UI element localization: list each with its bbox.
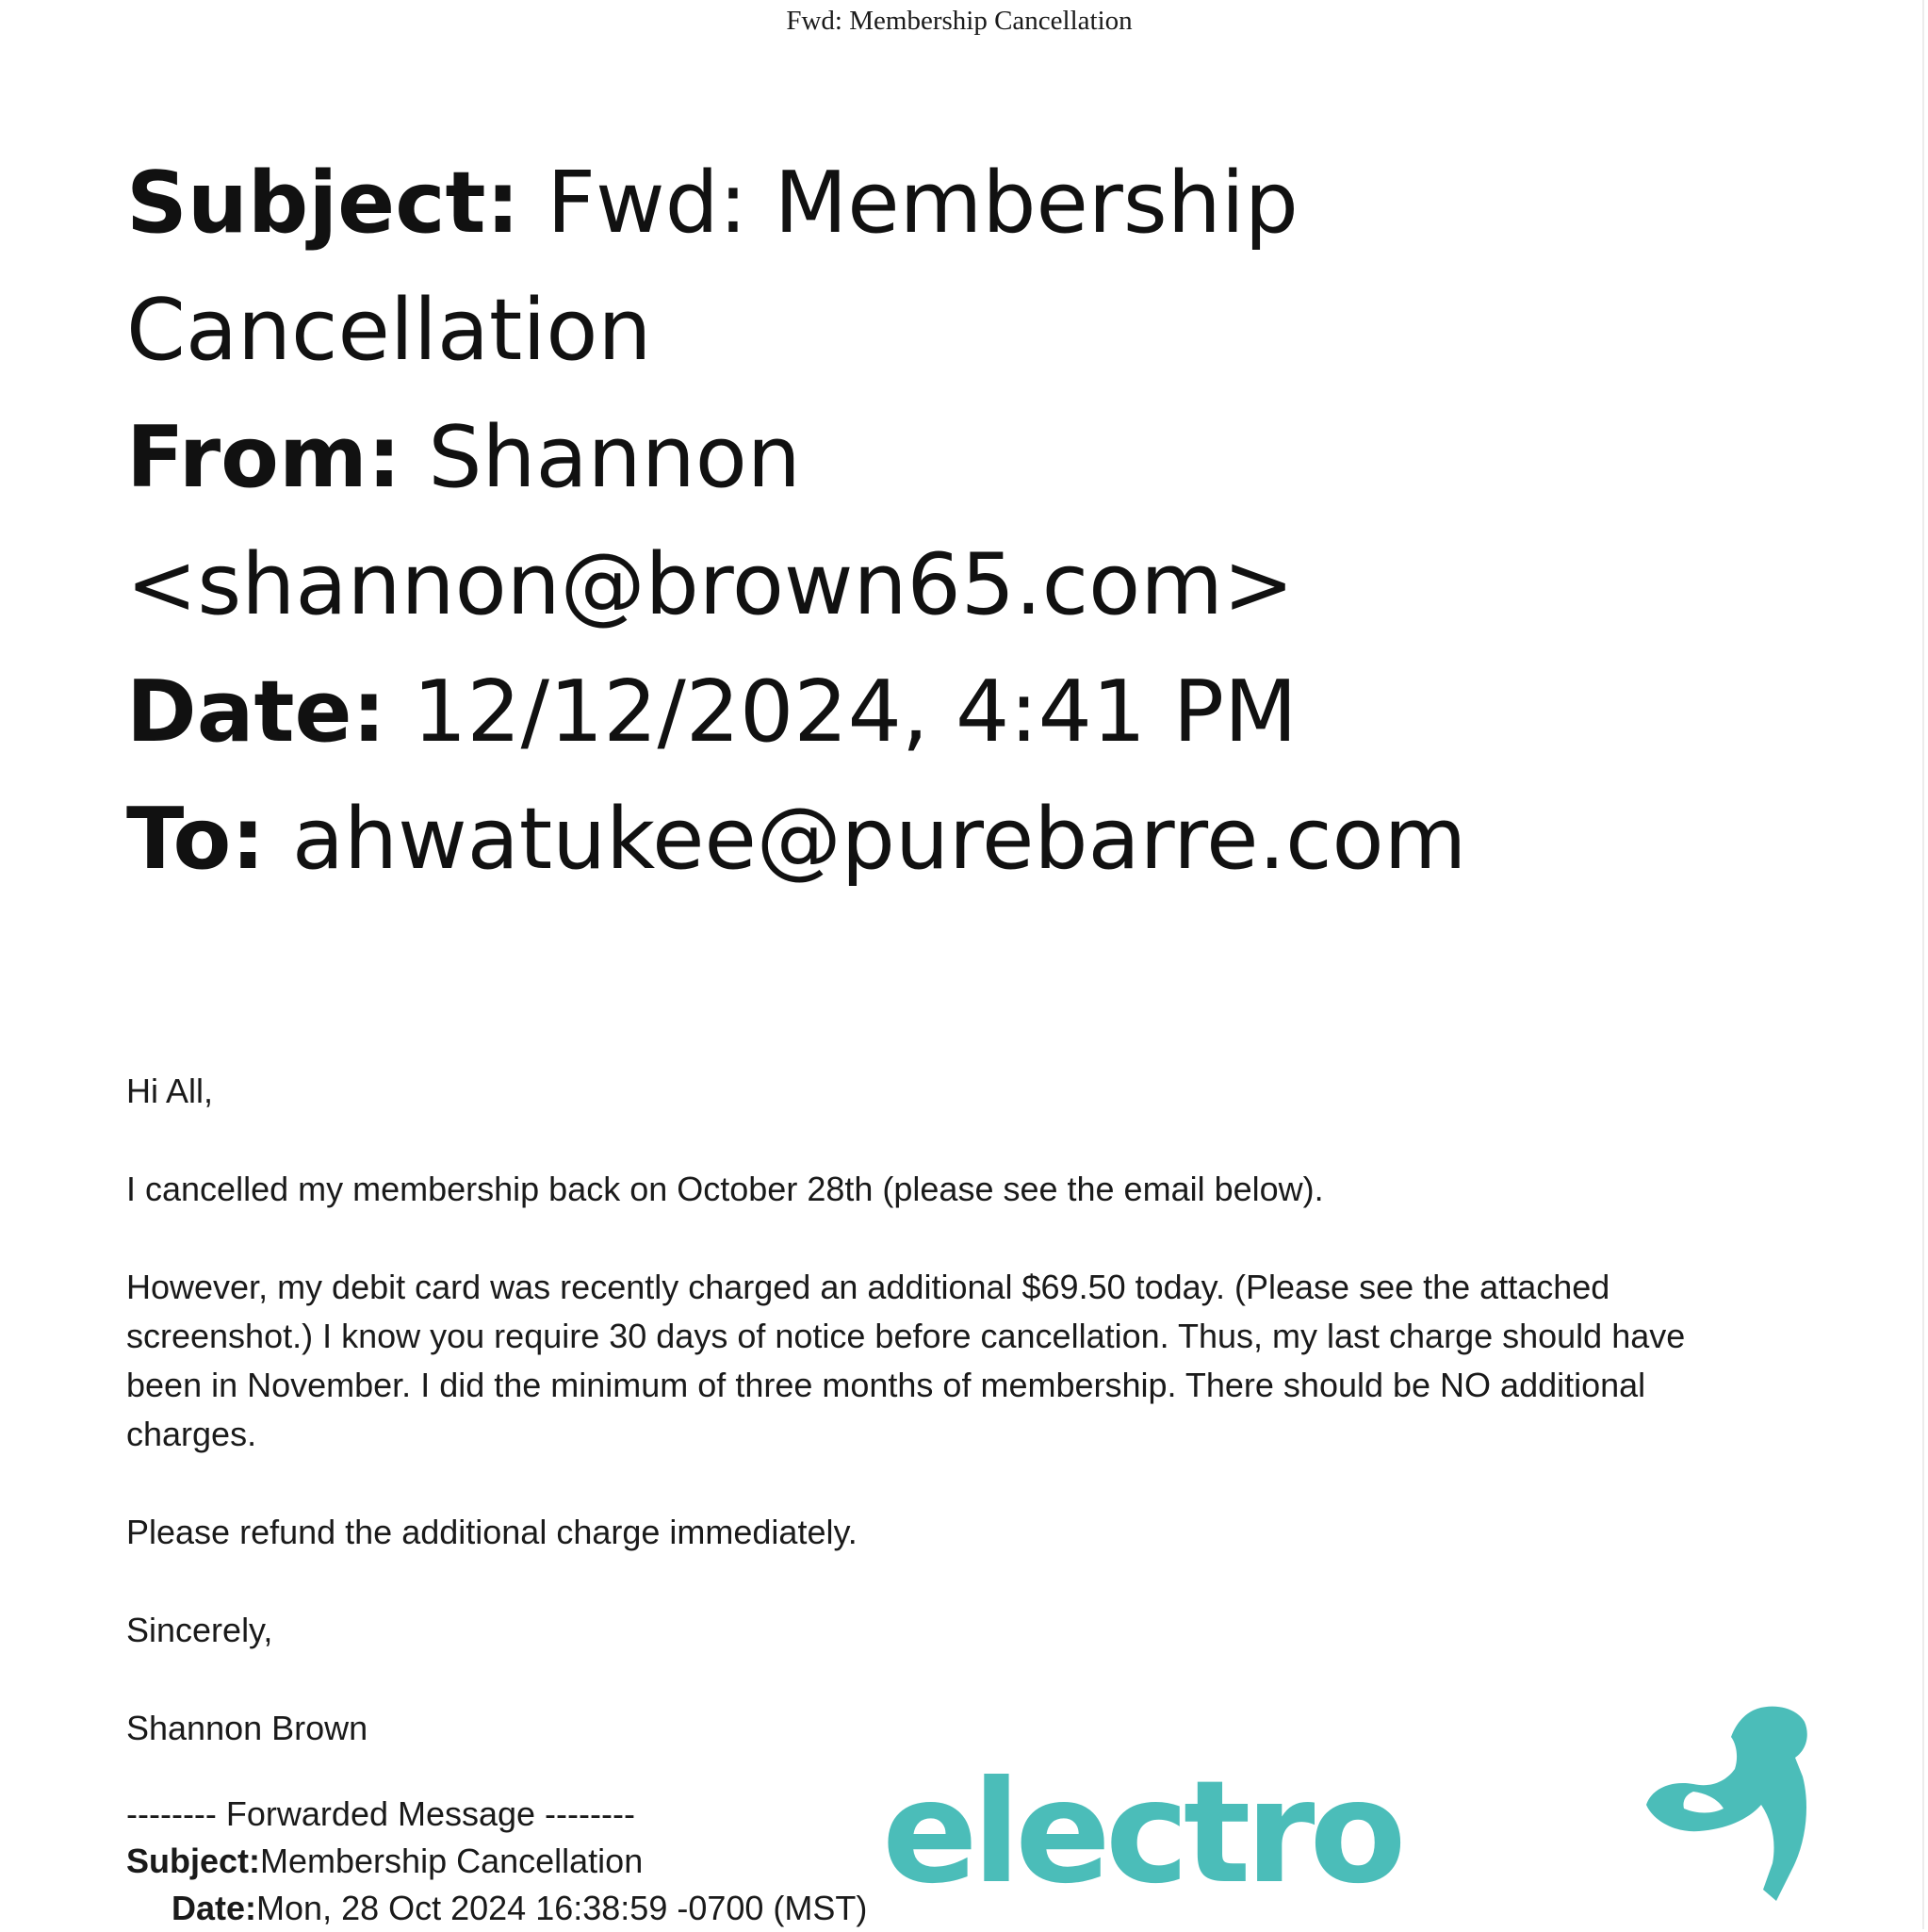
subject-value: Fwd: Membership xyxy=(547,154,1299,253)
greeting: Hi All, xyxy=(126,1072,214,1110)
signature: Shannon Brown xyxy=(126,1709,368,1747)
to-line xyxy=(126,776,1728,903)
subject-line xyxy=(126,139,1728,267)
body-paragraph-3: Please refund the additional charge immediately. xyxy=(126,1513,858,1551)
body-paragraph-1: I cancelled my membership back on October 28th (please see the email below). xyxy=(126,1170,1324,1208)
forwarded-date-label: Date: xyxy=(172,1889,257,1927)
date-value: 12/12/2024, 4:41 PM xyxy=(413,663,1298,761)
forwarded-subject-value: Membership Cancellation xyxy=(260,1842,644,1880)
subject-label: Subject: xyxy=(126,154,520,253)
date-line xyxy=(126,648,1728,776)
watermark-logo-text: electro xyxy=(882,1751,1401,1915)
to-value: ahwatukee@purebarre.com xyxy=(291,790,1467,889)
forwarded-subject-label: Subject: xyxy=(126,1842,261,1880)
page-title: Fwd: Membership Cancellation xyxy=(786,6,1133,36)
from-line xyxy=(126,394,1728,521)
body-paragraph-2: However, my debit card was recently charged an additional $69.50 today. (Please see the attached screenshot.) I know you require 30 days of notice before cancellation. Thus, my last charge should have been in November. I did the minimum of three months of membership. There should be NO additional charges. xyxy=(126,1268,1686,1453)
to-label: To: xyxy=(126,790,266,889)
forwarded-date-value: Mon, 28 Oct 2024 16:38:59 -0700 (MST) xyxy=(256,1889,868,1927)
page-edge-divider xyxy=(1922,0,1924,1929)
email-header xyxy=(126,139,1728,903)
forwarded-separator: -------- Forwarded Message -------- xyxy=(126,1794,635,1833)
subject-continuation: Cancellation xyxy=(126,281,652,380)
closing: Sincerely, xyxy=(126,1611,273,1649)
from-label: From: xyxy=(126,408,401,507)
from-name: Shannon xyxy=(428,408,801,507)
flexing-arm-icon xyxy=(1644,1701,1814,1904)
from-email: <shannon@brown65.com> xyxy=(126,535,1295,634)
date-label: Date: xyxy=(126,663,386,761)
